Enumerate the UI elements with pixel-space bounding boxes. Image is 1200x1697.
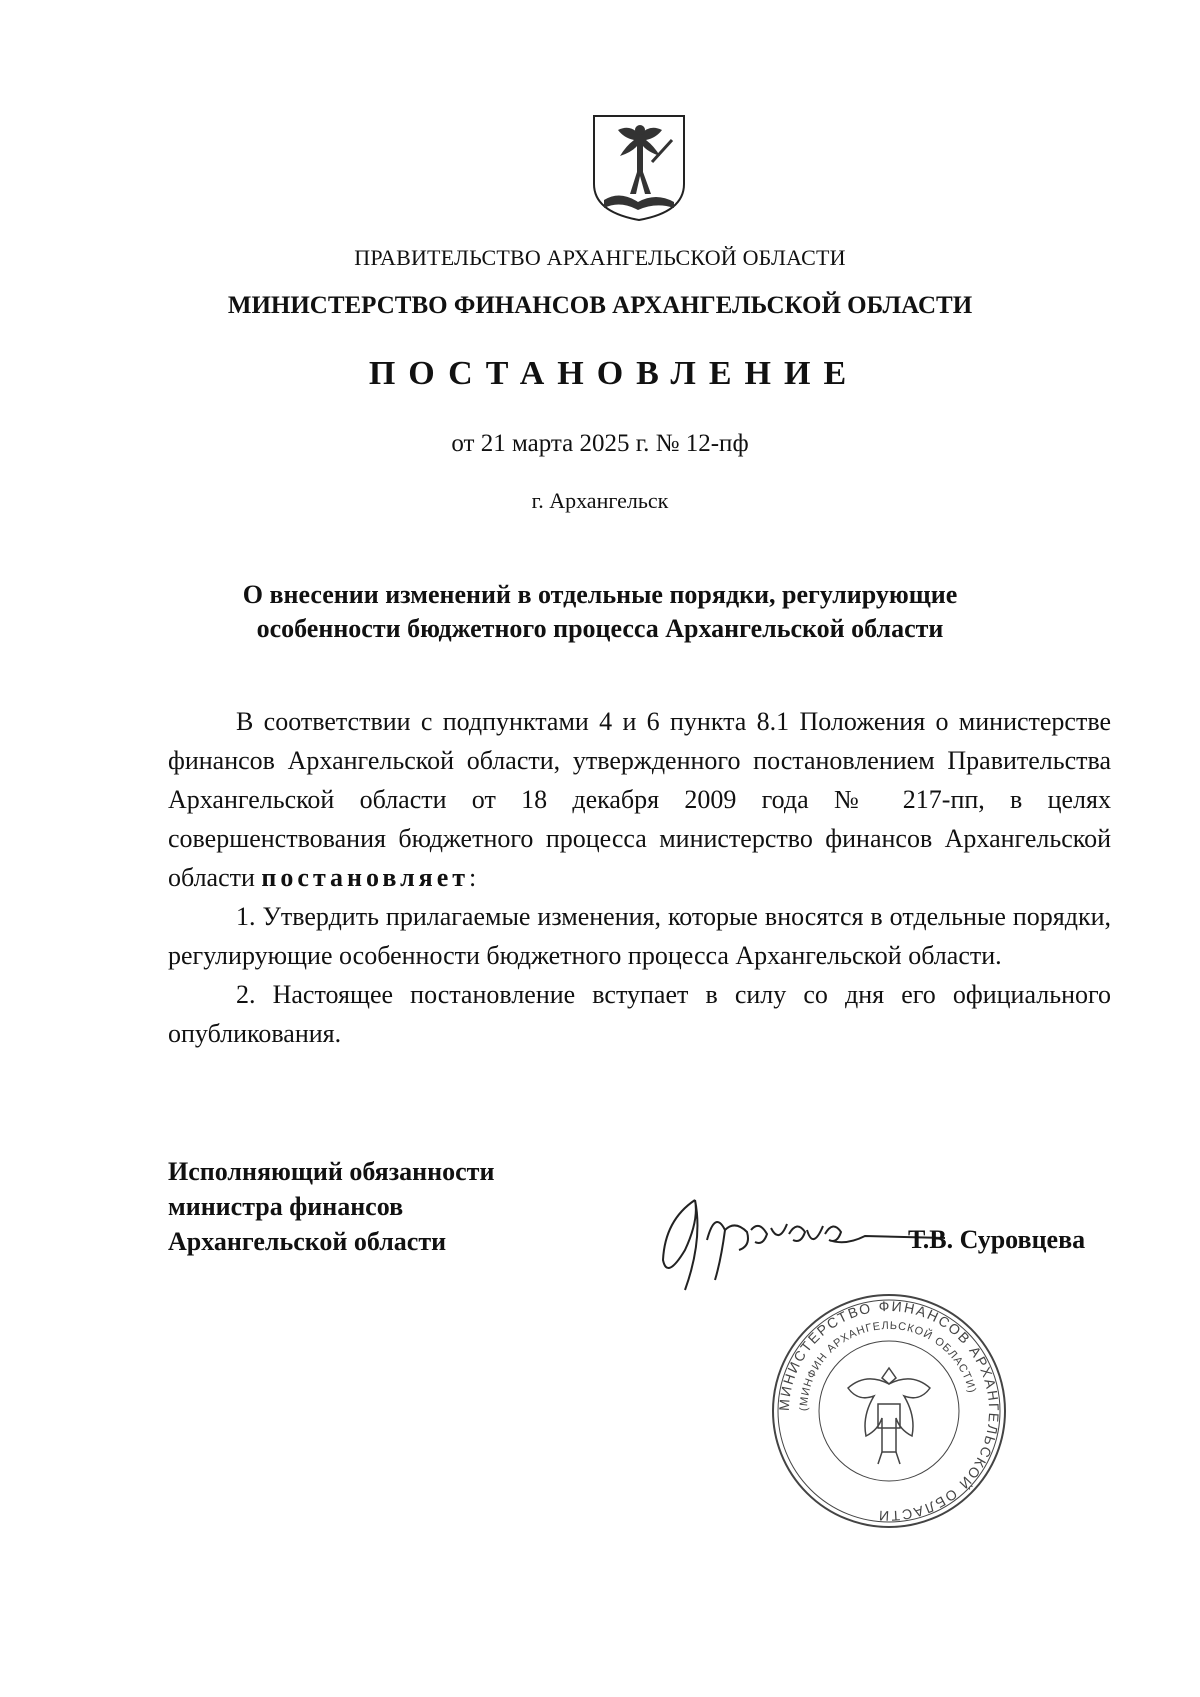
preamble-paragraph [168,702,1111,897]
signer-line-1: Исполняющий обязанности [168,1157,495,1186]
document-type-title: ПОСТАНОВЛЕНИЕ [368,355,860,392]
signer-position [168,1154,494,1259]
document-subject [0,578,1200,646]
signer-line-2: министра финансов [168,1192,404,1221]
official-seal-stamp [770,1292,1008,1530]
item-1-paragraph: 1. Утвердить прилагаемые изменения, которые вносятся в отдельные порядки, регулирующие особенности бюджетного процесса Архангельской области. [168,902,1111,970]
government-heading: ПРАВИТЕЛЬСТВО АРХАНГЕЛЬСКОЙ ОБЛАСТИ [354,245,846,270]
stamp-outer-text: МИНИСТЕРСТВО ФИНАНСОВ АРХАНГЕЛЬСКОЙ ОБЛАСТИ [775,1297,1003,1525]
stamp-inner-text: (МИНФИН АРХАНГЕЛЬСКОЙ ОБЛАСТИ) [797,1319,979,1412]
ministry-heading: МИНИСТЕРСТВО ФИНАНСОВ АРХАНГЕЛЬСКОЙ ОБЛАСТИ [227,292,973,319]
item-2-paragraph: 2. Настоящее постановление вступает в силу со дня его официального опубликования. [168,980,1111,1048]
subject-line-2: особенности бюджетного процесса Архангельской области [256,614,944,643]
subject-line-1: О внесении изменений в отдельные порядки, регулирующие [242,580,958,609]
decree-word: постановляет [261,863,470,892]
signer-name: Т.В. Суровцева [908,1225,1086,1254]
preamble-text: В соответствии с подпунктами 4 и 6 пункта 8.1 Положения о министерстве финансов Архангельской области, утвержденного постановлением Правительства Архангельской области от 18 декабря 2009 года № 217-пп, в целях совершенствования бюджетного процесса министерство финансов Архангельской области [168,707,1111,892]
signer-line-3: Архангельской области [168,1227,447,1256]
document-body [168,702,1111,1053]
decree-colon: : [469,863,477,892]
city-name: г. Архангельск [531,488,669,513]
handwritten-signature [655,1180,945,1310]
date-and-number: от 21 марта 2025 г. № 12-пф [451,430,749,457]
coat-of-arms-emblem [590,112,688,222]
